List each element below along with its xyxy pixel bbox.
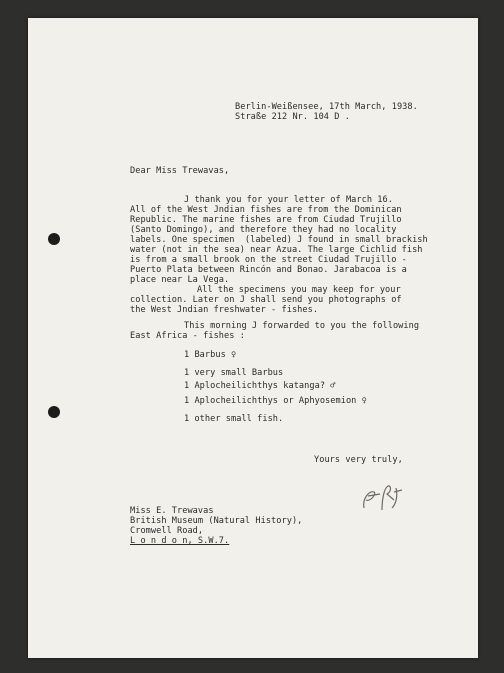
specimen-list-item: 1 Aplocheilichthys katanga? ♂ xyxy=(184,381,336,391)
salutation: Dear Miss Trewavas, xyxy=(130,166,230,176)
punch-hole-top xyxy=(48,233,60,245)
sender-address-line2: Straße 212 Nr. 104 D . xyxy=(235,112,350,122)
recipient-line: Miss E. Trewavas xyxy=(130,506,214,516)
recipient-line: British Museum (Natural History), xyxy=(130,516,303,526)
specimen-list-item: 1 Barbus ♀ xyxy=(184,350,237,360)
punch-hole-bottom xyxy=(48,406,60,418)
para1-line: water (not in the sea) near Azua. The large Cichlid fish xyxy=(130,245,423,255)
para1-line: Puerto Plata between Rincón and Bonao. Jarabacoa is a xyxy=(130,265,407,275)
letter-page xyxy=(28,18,478,658)
para1-line: is from a small brook on the street Ciudad Trujillo - xyxy=(130,255,407,265)
sender-address-line1: Berlin-Weißensee, 17th March, 1938. xyxy=(235,102,418,112)
recipient-line: Cromwell Road, xyxy=(130,526,204,536)
handwritten-signature xyxy=(356,478,416,514)
specimen-list-item: 1 other small fish. xyxy=(184,414,284,424)
para1-line: (Santo Domingo), and therefore they had no locality xyxy=(130,225,397,235)
para2-line: collection. Later on J shall send you photographs of xyxy=(130,295,402,305)
para1-line: place near La Vega. xyxy=(130,275,230,285)
para2-line: All the specimens you may keep for your xyxy=(197,285,401,295)
para1-line: Republic. The marine fishes are from Ciudad Trujillo xyxy=(130,215,402,225)
para2-line: the West Jndian freshwater - fishes. xyxy=(130,305,319,315)
specimen-list-item: 1 Aplocheilichthys or Aphyosemion ♀ xyxy=(184,396,367,406)
closing: Yours very truly, xyxy=(314,455,403,465)
para3-line: East Africa - fishes : xyxy=(130,331,245,341)
para1-line: labels. One specimen (labeled) J found in small brackish xyxy=(130,235,428,245)
para1-line: All of the West Jndian fishes are from the Dominican xyxy=(130,205,402,215)
para1-line: J thank you for your letter of March 16. xyxy=(184,195,393,205)
recipient-line: L o n d o n, S.W.7. xyxy=(130,536,230,546)
specimen-list-item: 1 very small Barbus xyxy=(184,368,284,378)
para3-line: This morning J forwarded to you the following xyxy=(184,321,420,331)
